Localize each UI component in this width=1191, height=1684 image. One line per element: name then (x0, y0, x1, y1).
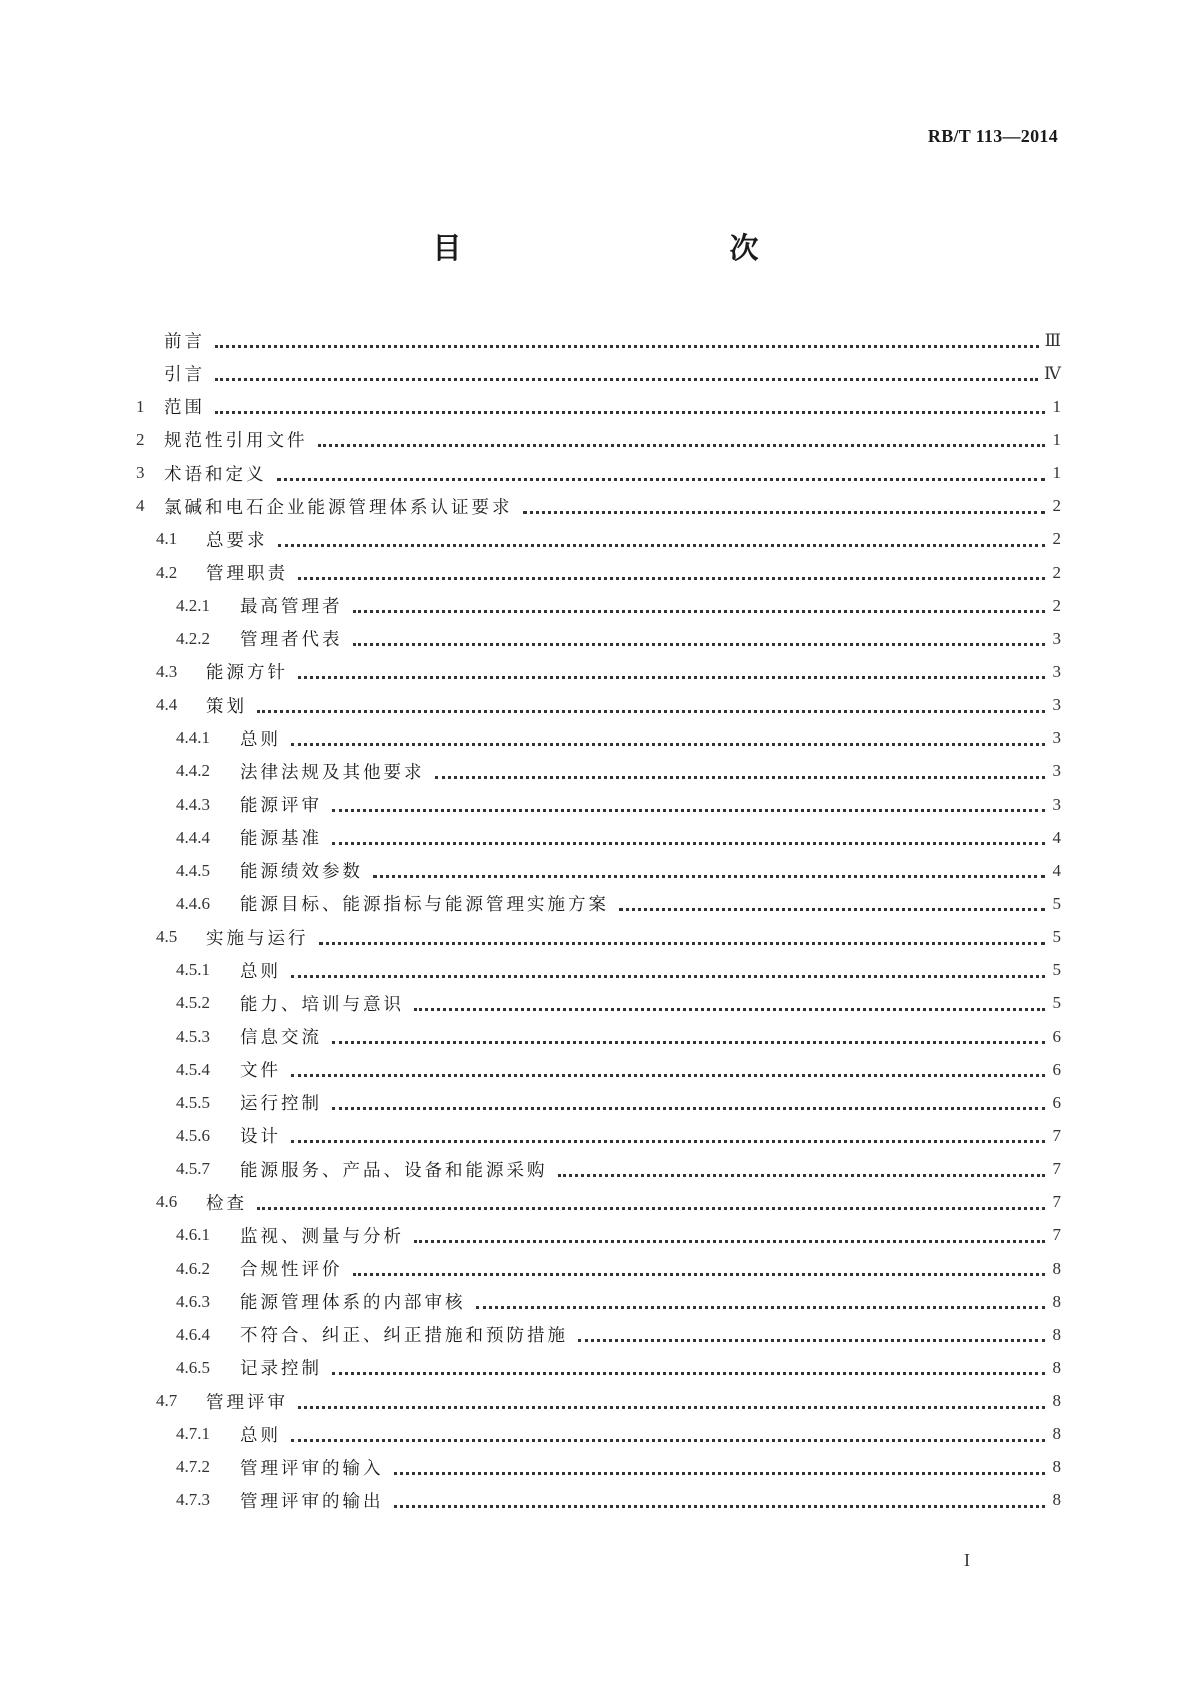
toc-entry-title: 前言 (164, 332, 205, 353)
toc-entry[interactable] (136, 1385, 1061, 1418)
toc-entry-page: 7 (1052, 1225, 1061, 1245)
toc-entry[interactable] (136, 1252, 1061, 1285)
toc-entry-number: 4.2.2 (176, 628, 210, 648)
toc-dot-leader (215, 391, 1045, 414)
toc-entry[interactable] (136, 1086, 1061, 1119)
toc-entry-number: 4.6.2 (176, 1258, 210, 1278)
toc-entry[interactable] (136, 1451, 1061, 1484)
toc-entry-page: 7 (1052, 1159, 1061, 1179)
toc-entry[interactable] (136, 390, 1061, 423)
toc-entry[interactable] (136, 622, 1061, 655)
toc-entry-page: 8 (1052, 1457, 1061, 1477)
toc-entry-number: 4.4.2 (176, 761, 210, 781)
toc-dot-leader (373, 855, 1045, 878)
toc-entry-page: 2 (1052, 496, 1061, 516)
toc-dot-leader (257, 1187, 1045, 1210)
toc-entry[interactable] (136, 755, 1061, 788)
toc-entry-title: 能源管理体系的内部审核 (240, 1293, 466, 1314)
toc-dot-leader (257, 690, 1045, 713)
toc-dot-leader (278, 524, 1046, 547)
toc-entry-page: Ⅳ (1044, 363, 1061, 383)
toc-entry[interactable] (136, 1020, 1061, 1053)
toc-entry-number: 4.4.5 (176, 860, 210, 880)
toc-entry-number: 4.7.3 (176, 1490, 210, 1510)
toc-entry-page: 5 (1052, 993, 1061, 1013)
toc-dot-leader (215, 358, 1038, 381)
toc-entry-number: 4.4.1 (176, 728, 210, 748)
toc-entry-title: 记录控制 (240, 1359, 322, 1380)
toc-entry[interactable] (136, 423, 1061, 456)
toc-entry-number: 4.5 (156, 927, 178, 947)
toc-entry-page: 8 (1052, 1357, 1061, 1377)
toc-entry-page: 2 (1052, 529, 1061, 549)
toc-entry-title: 能源基准 (240, 829, 322, 850)
toc-entry-title: 管理评审 (206, 1392, 288, 1413)
toc-entry-page: 7 (1052, 1125, 1061, 1145)
toc-entry[interactable] (136, 556, 1061, 589)
toc-entry[interactable] (136, 954, 1061, 987)
toc-entry[interactable] (136, 589, 1061, 622)
toc-entry-title: 总则 (240, 1425, 281, 1446)
toc-entry-number: 4.4.6 (176, 893, 210, 913)
toc-entry-title: 管理评审的输出 (240, 1491, 384, 1512)
toc-dot-leader (291, 723, 1045, 746)
toc-entry[interactable] (136, 457, 1061, 490)
toc-dot-leader (332, 1352, 1045, 1375)
toc-entry-title: 合规性评价 (240, 1260, 343, 1280)
toc-dot-leader (394, 1485, 1046, 1508)
toc-entry-number: 4.4.3 (176, 794, 210, 814)
toc-entry-page: 3 (1052, 628, 1061, 648)
toc-dot-leader (332, 1021, 1045, 1044)
toc-entry-page: 6 (1052, 1059, 1061, 1079)
toc-entry-title: 监视、测量与分析 (240, 1226, 404, 1247)
toc-dot-leader (332, 789, 1045, 812)
toc-entry[interactable] (136, 324, 1061, 357)
toc-entry-number: 4.7.2 (176, 1457, 210, 1477)
toc-entry-page: 5 (1052, 893, 1061, 913)
toc-entry-title: 实施与运行 (206, 928, 309, 949)
toc-entry-number: 4.5.3 (176, 1026, 210, 1046)
toc-entry-number: 4 (136, 496, 145, 516)
toc-entry-page: 4 (1052, 827, 1061, 847)
toc-dot-leader (523, 491, 1046, 514)
page-number: I (964, 1550, 970, 1570)
toc-entry-title: 法律法规及其他要求 (240, 762, 425, 783)
toc-entry-page: 8 (1052, 1291, 1061, 1311)
toc-entry-page: 5 (1052, 927, 1061, 947)
toc-dot-leader (332, 822, 1045, 845)
toc-entry-number: 4.5.1 (176, 960, 210, 980)
toc-entry[interactable] (136, 1153, 1061, 1186)
toc-entry[interactable] (136, 1186, 1061, 1219)
toc-entry-title: 能源绩效参数 (240, 862, 363, 883)
toc-entry-number: 4.2.1 (176, 595, 210, 615)
toc-entry-title: 不符合、纠正、纠正措施和预防措施 (240, 1326, 568, 1347)
toc-entry-page: 6 (1052, 1092, 1061, 1112)
toc-entry[interactable] (136, 523, 1061, 556)
toc-entry-title: 能源方针 (206, 663, 288, 684)
toc-entry-page: 3 (1052, 728, 1061, 748)
toc-entry-number: 4.6 (156, 1192, 178, 1212)
toc-entry-number: 4.5.6 (176, 1125, 210, 1145)
toc-entry-title: 总则 (240, 729, 281, 750)
toc-entry-page: 8 (1052, 1324, 1061, 1344)
toc-dot-leader (291, 1054, 1045, 1077)
toc-entry[interactable] (136, 1119, 1061, 1152)
toc-entry-title: 能力、培训与意识 (240, 994, 404, 1015)
toc-dot-leader (476, 1286, 1046, 1309)
toc-entry-title: 信息交流 (240, 1028, 322, 1049)
toc-entry-page: 8 (1052, 1258, 1061, 1278)
standard-code: RB/T 113—2014 (927, 126, 1058, 146)
toc-entry-page: Ⅲ (1044, 330, 1061, 350)
toc-dot-leader (319, 922, 1046, 945)
toc-entry[interactable] (136, 1053, 1061, 1086)
toc-entry[interactable] (136, 1418, 1061, 1451)
toc-dot-leader (353, 590, 1046, 613)
toc-dot-leader (619, 888, 1045, 911)
toc-entry[interactable] (136, 357, 1061, 390)
table-of-contents (136, 324, 1061, 1517)
toc-entry-number: 4.1 (156, 529, 178, 549)
toc-entry-title: 运行控制 (240, 1094, 322, 1115)
toc-entry-title: 总则 (240, 961, 281, 982)
toc-entry-title: 管理评审的输入 (240, 1458, 384, 1479)
toc-entry[interactable] (136, 854, 1061, 887)
toc-entry-title: 规范性引用文件 (164, 431, 308, 452)
toc-entry-page: 8 (1052, 1490, 1061, 1510)
toc-entry-title: 能源目标、能源指标与能源管理实施方案 (240, 895, 609, 916)
toc-entry-number: 4.5.5 (176, 1092, 210, 1112)
toc-dot-leader (298, 1386, 1045, 1409)
toc-entry-page: 8 (1052, 1391, 1061, 1411)
toc-entry-title: 检查 (206, 1193, 247, 1214)
toc-entry-title: 术语和定义 (164, 464, 267, 485)
toc-entry-number: 4.7.1 (176, 1424, 210, 1444)
toc-entry-page: 5 (1052, 960, 1061, 980)
toc-entry-page: 8 (1052, 1424, 1061, 1444)
toc-entry-number: 4.3 (156, 661, 178, 681)
toc-entry-title: 引言 (164, 365, 205, 386)
toc-entry-number: 4.7 (156, 1391, 178, 1411)
toc-entry[interactable] (136, 689, 1061, 722)
toc-entry-number: 2 (136, 429, 145, 449)
toc-entry-title: 能源服务、产品、设备和能源采购 (240, 1160, 548, 1181)
toc-dot-leader (558, 1154, 1046, 1177)
toc-dot-leader (291, 955, 1045, 978)
toc-dot-leader (414, 1220, 1045, 1243)
toc-entry[interactable] (136, 921, 1061, 954)
toc-entry-title: 范围 (164, 398, 205, 419)
toc-entry-number: 4.6.5 (176, 1357, 210, 1377)
toc-dot-leader (578, 1319, 1045, 1342)
toc-entry[interactable] (136, 821, 1061, 854)
toc-dot-leader (298, 557, 1045, 580)
toc-entry[interactable] (136, 1351, 1061, 1384)
toc-entry-number: 4.2 (156, 562, 178, 582)
toc-entry-number: 4.6.1 (176, 1225, 210, 1245)
toc-dot-leader (414, 988, 1045, 1011)
toc-entry-number: 4.4.4 (176, 827, 210, 847)
toc-entry-title: 氯碱和电石企业能源管理体系认证要求 (164, 497, 513, 518)
toc-entry-page: 2 (1052, 562, 1061, 582)
toc-entry-page: 3 (1052, 661, 1061, 681)
toc-entry-page: 7 (1052, 1192, 1061, 1212)
toc-entry[interactable] (136, 887, 1061, 920)
toc-entry-page: 6 (1052, 1026, 1061, 1046)
toc-entry-title: 能源评审 (240, 796, 322, 817)
toc-entry-number: 4.5.7 (176, 1159, 210, 1179)
toc-entry-page: 2 (1052, 595, 1061, 615)
toc-dot-leader (332, 1087, 1045, 1110)
toc-entry[interactable] (136, 788, 1061, 821)
toc-entry-number: 4.5.4 (176, 1059, 210, 1079)
toc-entry-title: 管理职责 (206, 564, 288, 585)
toc-dot-leader (353, 1253, 1046, 1276)
toc-dot-leader (318, 424, 1046, 447)
toc-entry-title: 设计 (240, 1127, 281, 1148)
toc-entry-page: 1 (1052, 396, 1061, 416)
toc-dot-leader (435, 756, 1046, 779)
toc-entry-number: 4.4 (156, 695, 178, 715)
toc-entry[interactable] (136, 1484, 1061, 1517)
toc-dot-leader (298, 656, 1045, 679)
toc-entry-number: 1 (136, 396, 145, 416)
toc-entry[interactable] (136, 1219, 1061, 1252)
toc-dot-leader (215, 325, 1039, 348)
toc-entry-title: 策划 (206, 696, 247, 717)
toc-entry-page: 3 (1052, 761, 1061, 781)
toc-entry-title: 管理者代表 (240, 630, 343, 651)
page-title: 目 次 (432, 231, 829, 265)
toc-entry-page: 3 (1052, 695, 1061, 715)
toc-entry-number: 4.6.3 (176, 1291, 210, 1311)
toc-entry-page: 3 (1052, 794, 1061, 814)
toc-entry-title: 总要求 (206, 530, 268, 551)
toc-entry-page: 4 (1052, 860, 1061, 880)
toc-entry-page: 1 (1052, 429, 1061, 449)
toc-entry[interactable] (136, 1318, 1061, 1351)
toc-entry-number: 4.6.4 (176, 1324, 210, 1344)
toc-dot-leader (277, 458, 1046, 481)
toc-dot-leader (291, 1120, 1045, 1143)
toc-entry-title: 最高管理者 (240, 597, 343, 618)
toc-entry-number: 3 (136, 463, 145, 483)
toc-entry[interactable] (136, 722, 1061, 755)
toc-dot-leader (353, 623, 1046, 646)
toc-dot-leader (291, 1419, 1045, 1442)
toc-entry-number: 4.5.2 (176, 993, 210, 1013)
toc-entry[interactable] (136, 1285, 1061, 1318)
toc-entry-page: 1 (1052, 463, 1061, 483)
toc-dot-leader (394, 1452, 1046, 1475)
toc-entry-title: 文件 (240, 1061, 281, 1082)
toc-entry[interactable] (136, 655, 1061, 688)
toc-entry[interactable] (136, 490, 1061, 523)
toc-entry[interactable] (136, 987, 1061, 1020)
